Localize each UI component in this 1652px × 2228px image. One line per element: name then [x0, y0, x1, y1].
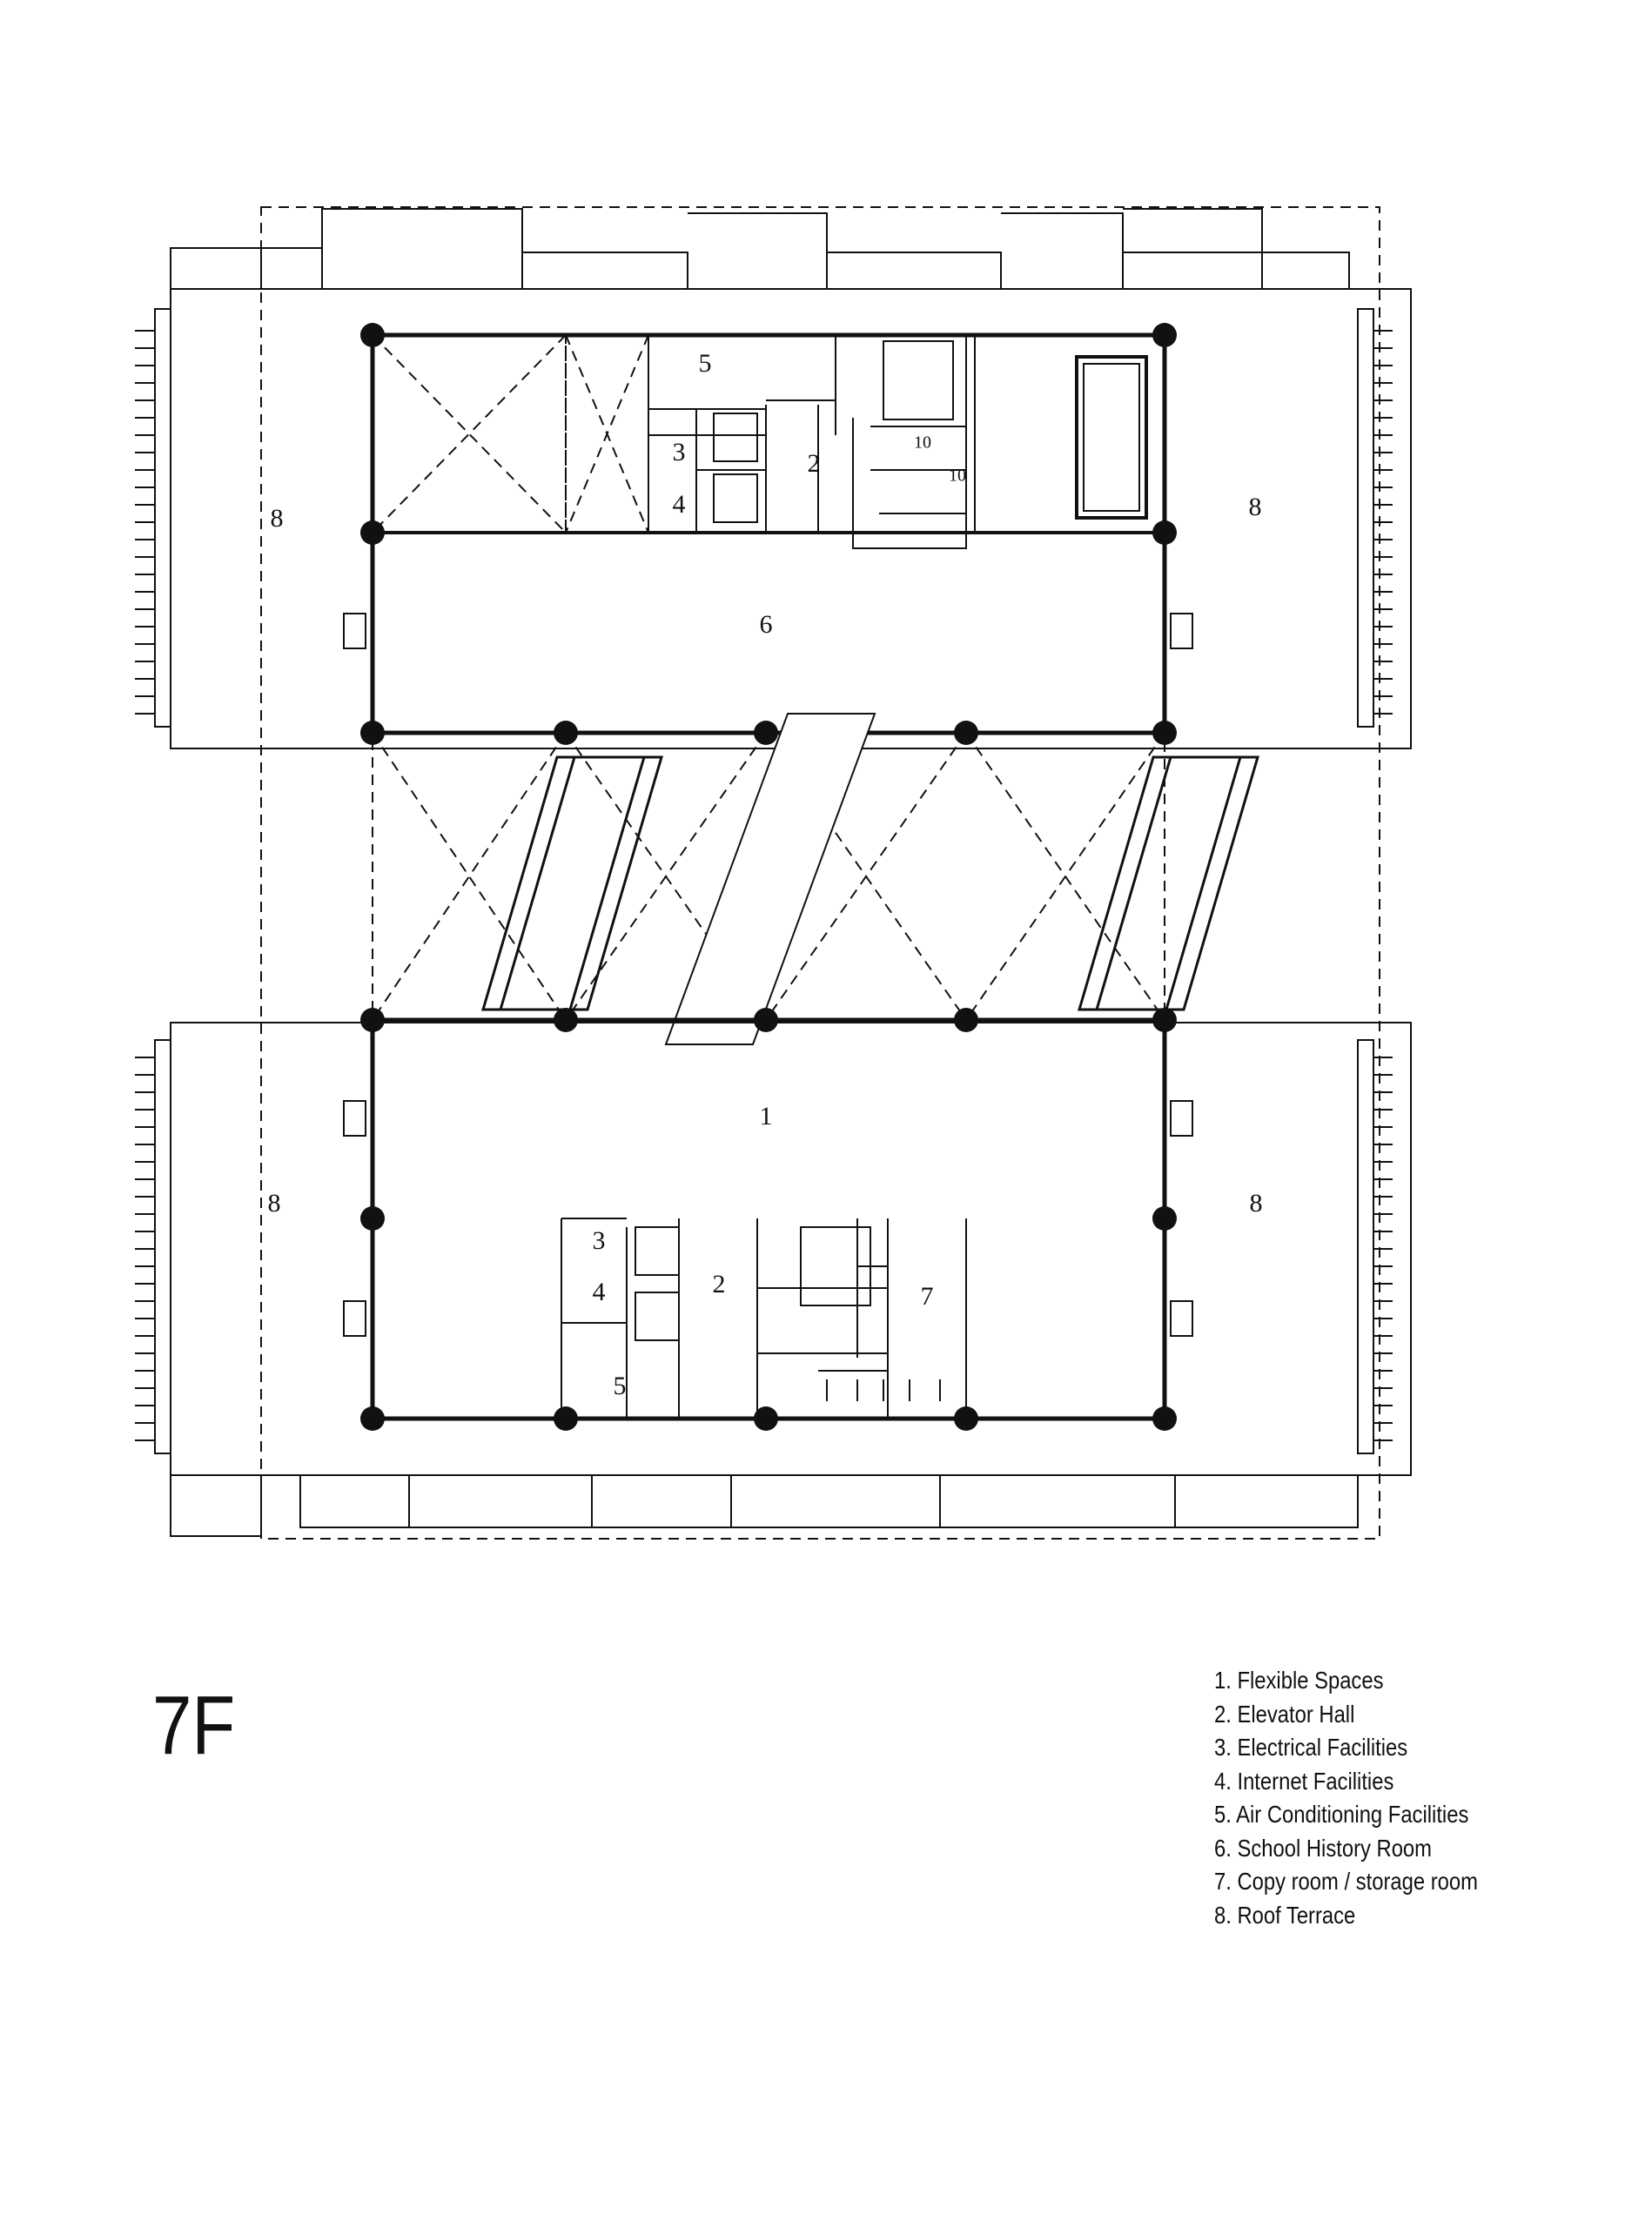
column [360, 721, 385, 745]
legend-item-electrical-facilities: 3. Electrical Facilities [1214, 1734, 1408, 1761]
room-label-terrace-lower-right: 8 [1249, 1188, 1263, 1218]
column [360, 1206, 385, 1231]
column [954, 1008, 978, 1032]
column [954, 1406, 978, 1431]
room-label-internet-upper: 4 [672, 489, 686, 519]
column [554, 1008, 578, 1032]
room-label-copy-room: 7 [920, 1281, 934, 1311]
column [754, 1406, 778, 1431]
room-label-ac-upper: 5 [698, 348, 712, 378]
bridge [666, 714, 875, 1044]
legend [1214, 1664, 1524, 1932]
room-label-ac-lower: 5 [613, 1371, 627, 1400]
legend-item-elevator-hall: 2. Elevator Hall [1214, 1700, 1355, 1728]
upper-facade [171, 209, 1349, 289]
building-outline [261, 207, 1380, 1539]
column [1152, 1008, 1177, 1032]
legend-item-air-conditioning: 5. Air Conditioning Facilities [1214, 1801, 1469, 1828]
room-label-flexible-spaces: 1 [759, 1101, 773, 1131]
column [1152, 721, 1177, 745]
column [1152, 1206, 1177, 1231]
column [1152, 1406, 1177, 1431]
room-label-terrace-upper-right: 8 [1248, 492, 1262, 521]
column [360, 323, 385, 347]
floor-label: 7F [152, 1679, 236, 1772]
lower-facade [171, 1475, 1358, 1536]
legend-item-roof-terrace: 8. Roof Terrace [1214, 1901, 1356, 1929]
room-label-internet-lower: 4 [592, 1277, 606, 1306]
room-label-elevator-hall-upper: 2 [807, 448, 821, 478]
legend-item-school-history-room: 6. School History Room [1214, 1834, 1432, 1862]
escalator-right [1079, 757, 1258, 1010]
lower-terrace-edge [171, 1023, 1411, 1475]
room-label-elevator-hall-lower: 2 [712, 1269, 726, 1299]
column [954, 721, 978, 745]
room-label-toilet-upper-2: 10 [949, 466, 966, 486]
room-label-terrace-upper-left: 8 [270, 503, 284, 533]
legend-item-internet-facilities: 4. Internet Facilities [1214, 1767, 1394, 1795]
room-label-electrical-lower: 3 [592, 1225, 606, 1255]
room-label-terrace-lower-left: 8 [267, 1188, 281, 1218]
room-label-history-room: 6 [759, 609, 773, 639]
upper-terrace-edge [171, 289, 1411, 748]
column [554, 721, 578, 745]
room-label-toilet-upper-1: 10 [914, 433, 931, 453]
column [360, 1406, 385, 1431]
column [754, 721, 778, 745]
column [754, 1008, 778, 1032]
column [360, 520, 385, 545]
column [1152, 323, 1177, 347]
legend-item-copy-room: 7. Copy room / storage room [1214, 1868, 1478, 1895]
lower-building [373, 1020, 1165, 1419]
column [1152, 520, 1177, 545]
legend-item-flexible-spaces: 1. Flexible Spaces [1214, 1667, 1384, 1694]
column [554, 1406, 578, 1431]
column [360, 1008, 385, 1032]
room-label-electrical-upper: 3 [672, 437, 686, 466]
escalator-left [483, 757, 661, 1010]
